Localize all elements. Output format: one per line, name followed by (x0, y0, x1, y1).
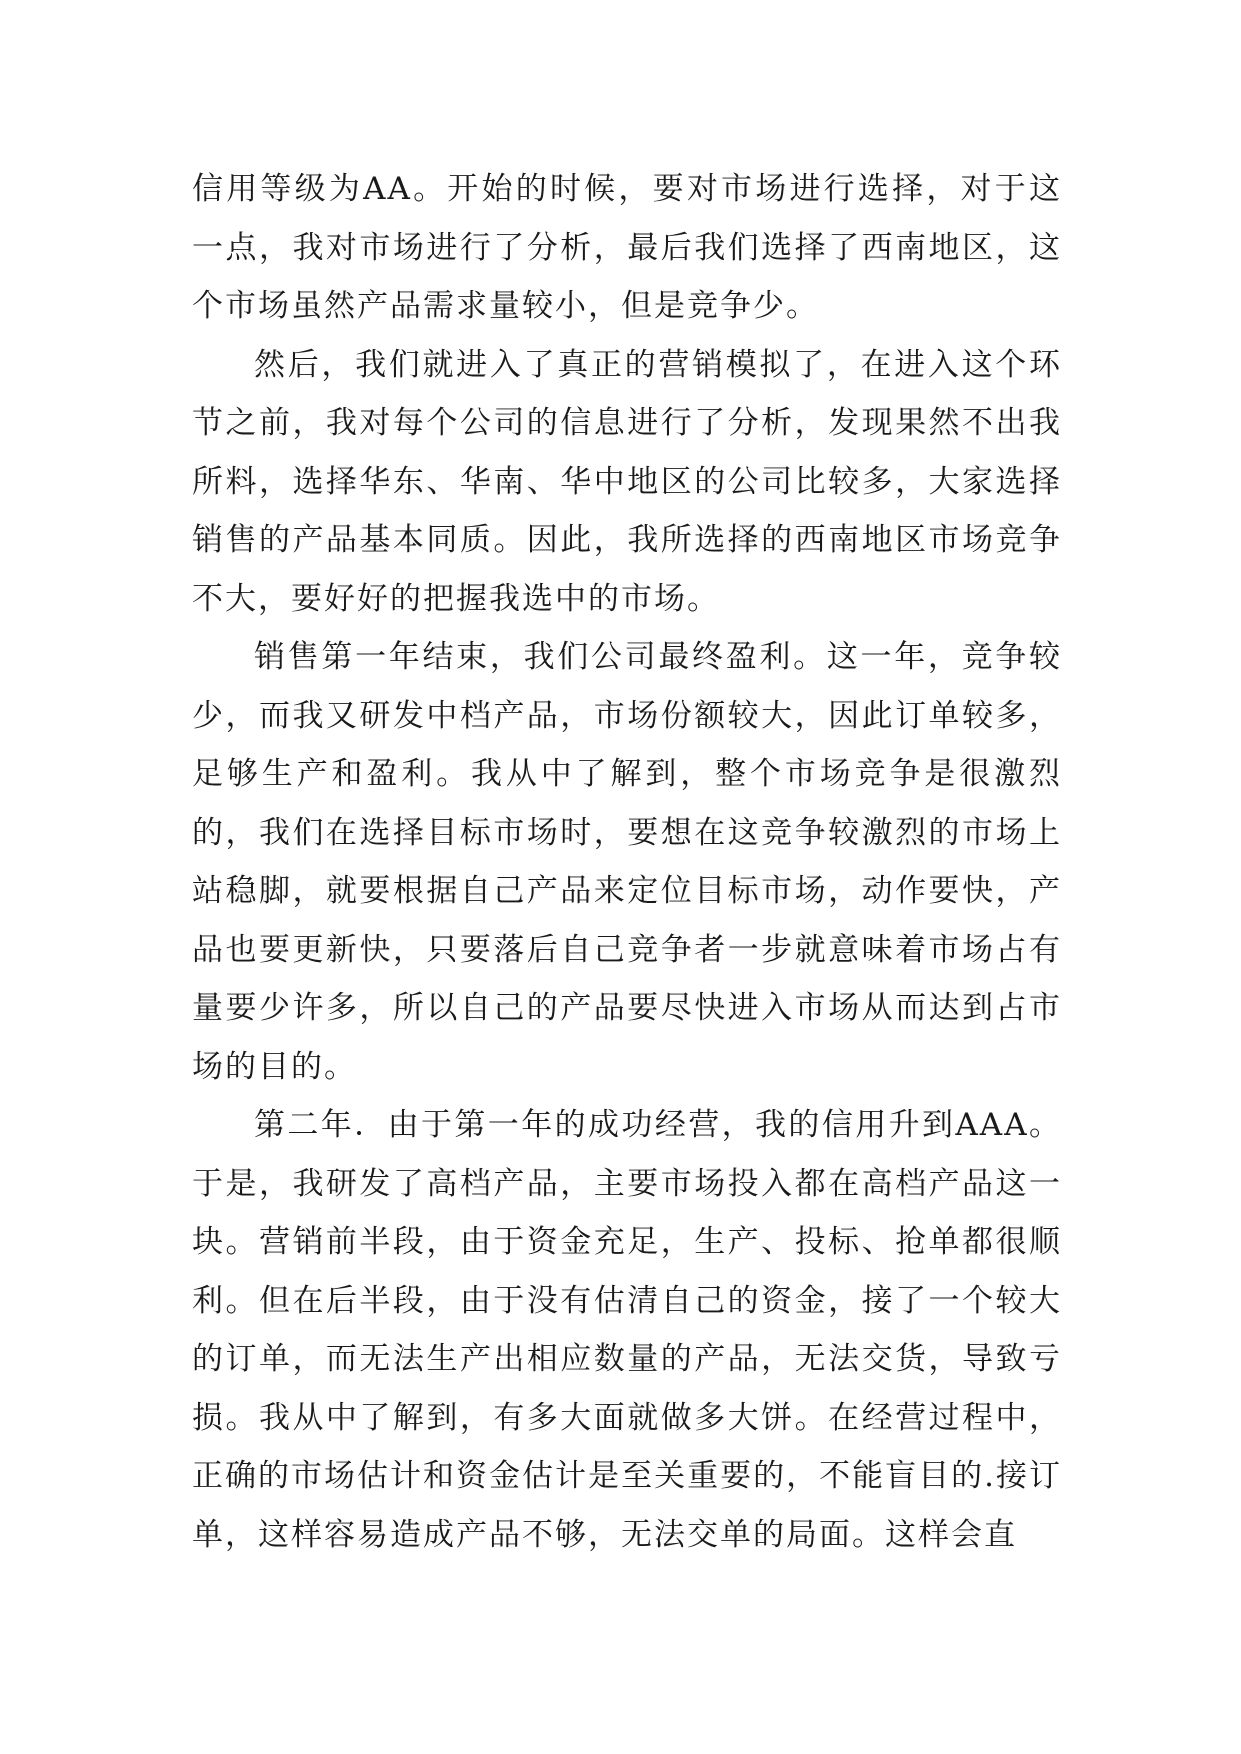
paragraph-continuation: 信用等级为AA。开始的时候，要对市场进行选择，对于这一点，我对市场进行了分析，最后我们选择了西南地区，这个市场虽然产品需求量较小，但是竞争少。 (192, 171, 1062, 324)
paragraph-market-simulation: 然后，我们就进入了真正的营销模拟了，在进入这个环节之前，我对每个公司的信息进行了分析，发现果然不出我所料，选择华东、华南、华中地区的公司比较多，大家选择销售的产品基本同质。因此，我所选择的西南地区市场竞争不大，要好好的把握我选中的市场。 (192, 346, 1062, 617)
document-body (192, 160, 1062, 1564)
paragraph-first-year: 销售第一年结束，我们公司最终盈利。这一年，竞争较少，而我又研发中档产品，市场份额较大，因此订单较多，足够生产和盈利。我从中了解到，整个市场竞争是很激烈的，我们在选择目标市场时，要想在这竞争较激烈的市场上站稳脚，就要根据自己产品来定位目标市场，动作要快，产品也要更新快，只要落后自己竞争者一步就意味着市场占有量要少许多，所以自己的产品要尽快进入市场从而达到占市场的目的。 (192, 639, 1062, 1085)
paragraph-second-year: 第二年．由于第一年的成功经营，我的信用升到AAA。于是，我研发了高档产品，主要市场投入都在高档产品这一块。营销前半段，由于资金充足，生产、投标、抢单都很顺利。但在后半段，由于没有估清自己的资金，接了一个较大的订单，而无法生产出相应数量的产品，无法交货，导致亏损。我从中了解到，有多大面就做多大饼。在经营过程中，正确的市场估计和资金估计是至关重要的，不能盲目的.接订单，这样容易造成产品不够，无法交单的局面。这样会直 (192, 1107, 1062, 1553)
